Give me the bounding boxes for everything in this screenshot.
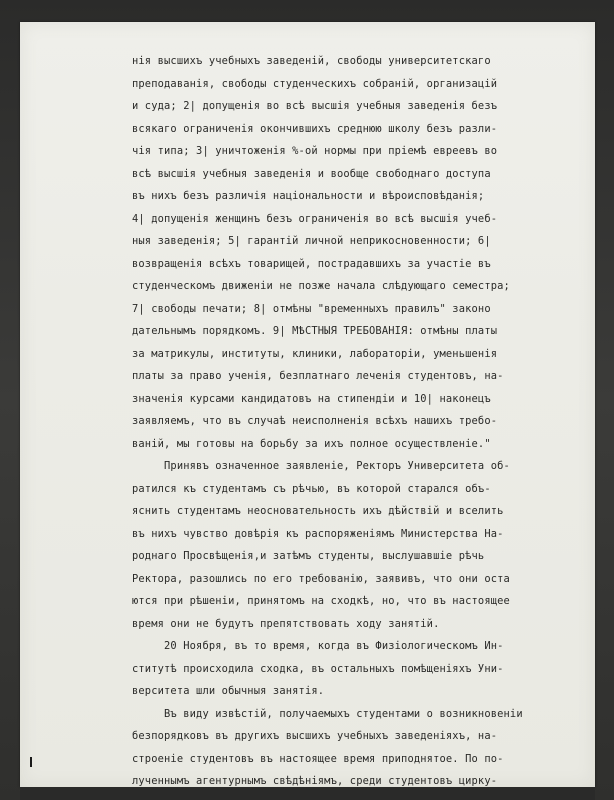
text-line: роднаго Просвѣщенія,и затѣмъ студенты, выслушавшіе рѣчь (132, 550, 485, 562)
text-line: за матрикулы, институты, клиники, лабораторіи, уменьшенія (132, 347, 498, 360)
text-line: ваній, мы готовы на борьбу за ихъ полное осуществленіе." (132, 437, 491, 450)
text-line: ститутѣ происходила сходка, въ остальныхъ помѣщеніяхъ Уни- (132, 662, 504, 675)
text-line: 20 Ноября, въ то время, когда въ Физіологическомъ Ин- (132, 640, 504, 652)
text-line: ратился къ студентамъ съ рѣчью, въ которой старался объ- (132, 482, 491, 495)
text-line: время они не будутъ препятствовать ходу занятій. (132, 617, 440, 630)
text-line: 7| свободы печати; 8| отмѣны "временныхъ правилъ" законо (132, 302, 491, 315)
text-line: ныя заведенія; 5| гарантій личной неприкосновенности; 6| (132, 235, 491, 247)
text-line: въ нихъ безъ различія національности и вѣроисповѣданія; (132, 190, 485, 202)
text-line: значенія курсами кандидатовъ на стипендіи и 10| наконецъ (132, 392, 491, 405)
typed-text-body (132, 50, 542, 793)
text-line: чія типа; 3| уничтоженія %-ой нормы при пріемѣ евреевъ во (132, 145, 498, 157)
text-line: всѣ высшія учебныя заведенія и вообще свободнаго доступа (132, 167, 491, 180)
text-line: преподаванія, свободы студенческихъ собраній, организацій (132, 77, 498, 90)
text-line: всякаго ограниченія окончившихъ среднюю школу безъ разли- (132, 122, 498, 135)
text-line: и суда; 2| допущенія во всѣ высшія учебныя заведенія безъ (132, 100, 498, 112)
text-line: студенческомъ движеніи не позже начала слѣдующаго семестра; (132, 280, 510, 292)
text-line: въ нихъ чувство довѣрія къ распоряженіямъ Министерства На- (132, 527, 504, 540)
scan-bottom-edge (20, 787, 595, 800)
text-line: нія высшихъ учебныхъ заведеній, свободы университетскаго (132, 55, 491, 67)
text-line: ются при рѣшеніи, принятомъ на сходкѣ, но, что въ настоящее (132, 595, 510, 607)
text-line: платы за право ученія, безплатнаго леченія студентовъ, на- (132, 370, 504, 382)
text-line: возвращенія всѣхъ товарищей, пострадавшихъ за участіе въ (132, 257, 491, 270)
text-line: дательнымъ порядкомъ. 9| МѢСТНЫЯ ТРЕБОВАНІЯ: отмѣны платы (132, 325, 498, 337)
text-line: 4| допущенія женщинъ безъ ограниченія во всѣ высшія учеб- (132, 212, 498, 225)
margin-mark (30, 757, 32, 767)
text-line: яснить студентамъ неосновательность ихъ дѣйствій и вселить (132, 505, 504, 517)
document-page (20, 22, 595, 787)
text-line: лученнымъ агентурнымъ свѣдѣніямъ, среди студентовъ цирку- (132, 775, 498, 787)
text-line: Принявъ означенное заявленіе, Ректоръ Университета об- (132, 460, 510, 472)
text-line: безпорядковъ въ другихъ высшихъ учебныхъ заведеніяхъ, на- (132, 730, 498, 742)
text-line: Въ виду извѣстій, получаемыхъ студентами о возникновеніи (132, 707, 523, 720)
text-line: Ректора, разошлись по его требованію, заявивъ, что они оста (132, 572, 510, 585)
text-line: верситета шли обычныя занятія. (132, 685, 325, 697)
text-line: заявляемъ, что въ случаѣ неисполненія всѣхъ нашихъ требо- (132, 415, 498, 427)
text-line: строеніе студентовъ въ настоящее время приподнятое. По по- (132, 752, 504, 765)
